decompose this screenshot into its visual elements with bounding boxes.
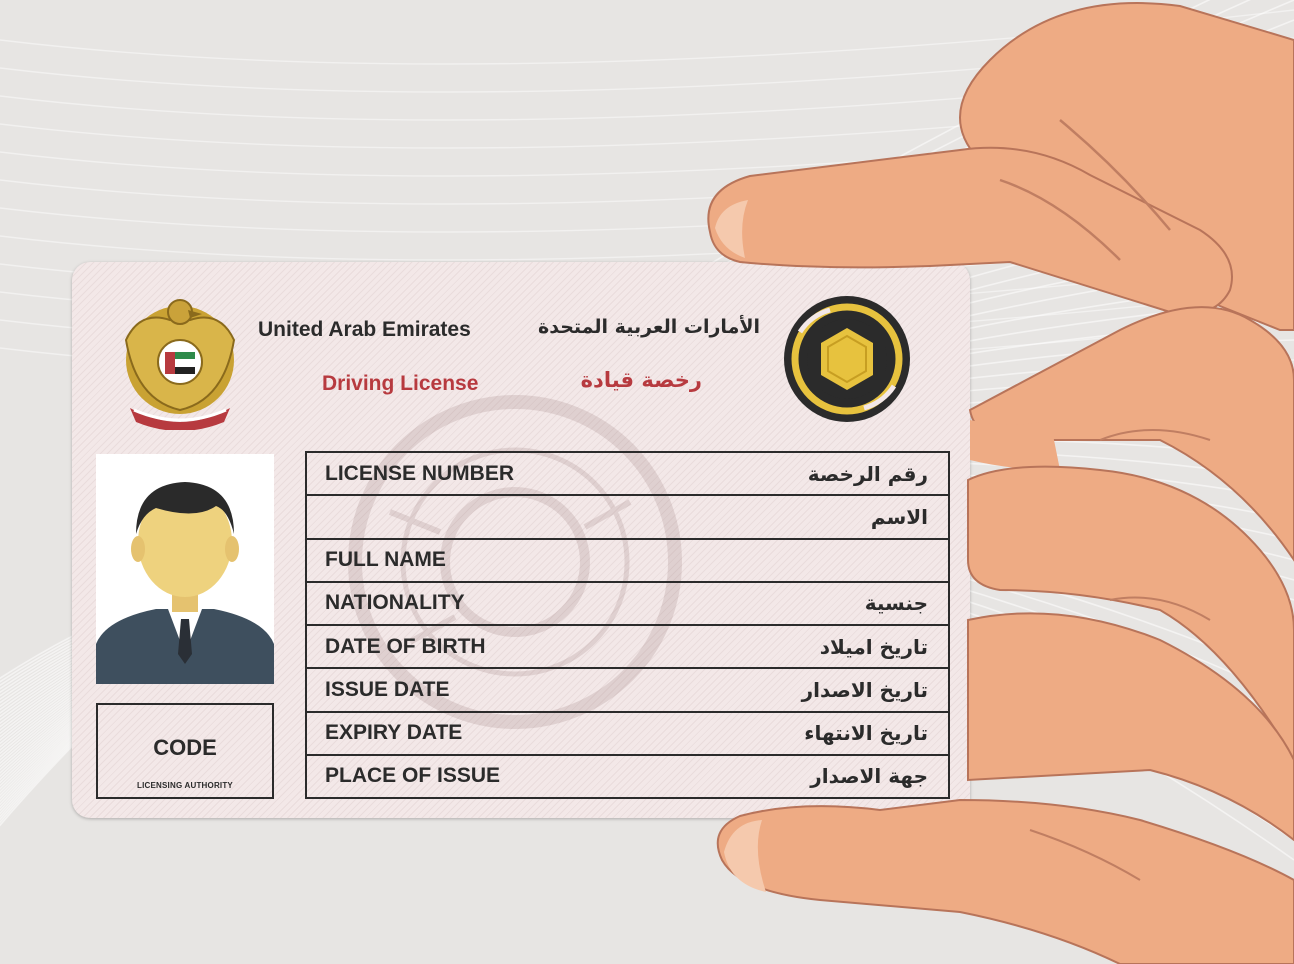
field-label-ar: رقم الرخصة [807, 461, 928, 486]
field-label-en: FULL NAME [325, 548, 446, 572]
seal-logo-icon [780, 292, 914, 426]
field-row-full-name [307, 540, 948, 583]
code-box [96, 703, 274, 799]
field-label-en: DATE OF BIRTH [325, 634, 486, 658]
eagle-emblem-icon [120, 290, 240, 430]
card-title-ar: رخصة قيادة [580, 368, 702, 392]
country-name-en: United Arab Emirates [258, 318, 471, 341]
holder-photo [96, 454, 274, 684]
code-label: CODE [153, 735, 217, 760]
field-label-ar: تاريخ اميلاد [819, 634, 928, 659]
person-silhouette-icon [96, 454, 274, 684]
field-row-name-ar [307, 496, 948, 539]
field-label-en: LICENSE NUMBER [325, 461, 515, 485]
field-row-place-of-issue [307, 756, 948, 797]
licensing-authority-label: LICENSING AUTHORITY [137, 781, 233, 790]
field-row-expiry-date [307, 713, 948, 756]
field-row-nationality [307, 583, 948, 626]
card-title-en: Driving License [322, 372, 479, 395]
field-row-date-of-birth [307, 626, 948, 669]
license-fields-table [305, 451, 950, 799]
field-label-ar: الاسم [870, 504, 928, 529]
field-label-en: NATIONALITY [325, 591, 465, 615]
country-name-ar: الأمارات العربية المتحدة [538, 316, 760, 338]
field-label-ar: تاريخ الانتهاء [804, 721, 928, 746]
field-row-issue-date [307, 669, 948, 712]
field-row-license-number [307, 453, 948, 496]
field-label-ar: جهة الاصدار [810, 764, 928, 789]
field-label-en: EXPIRY DATE [325, 721, 463, 745]
field-label-en: PLACE OF ISSUE [325, 764, 501, 788]
field-label-ar: جنسية [864, 591, 928, 616]
field-label-ar: تاريخ الاصدار [801, 677, 928, 702]
field-label-en: ISSUE DATE [325, 677, 450, 701]
